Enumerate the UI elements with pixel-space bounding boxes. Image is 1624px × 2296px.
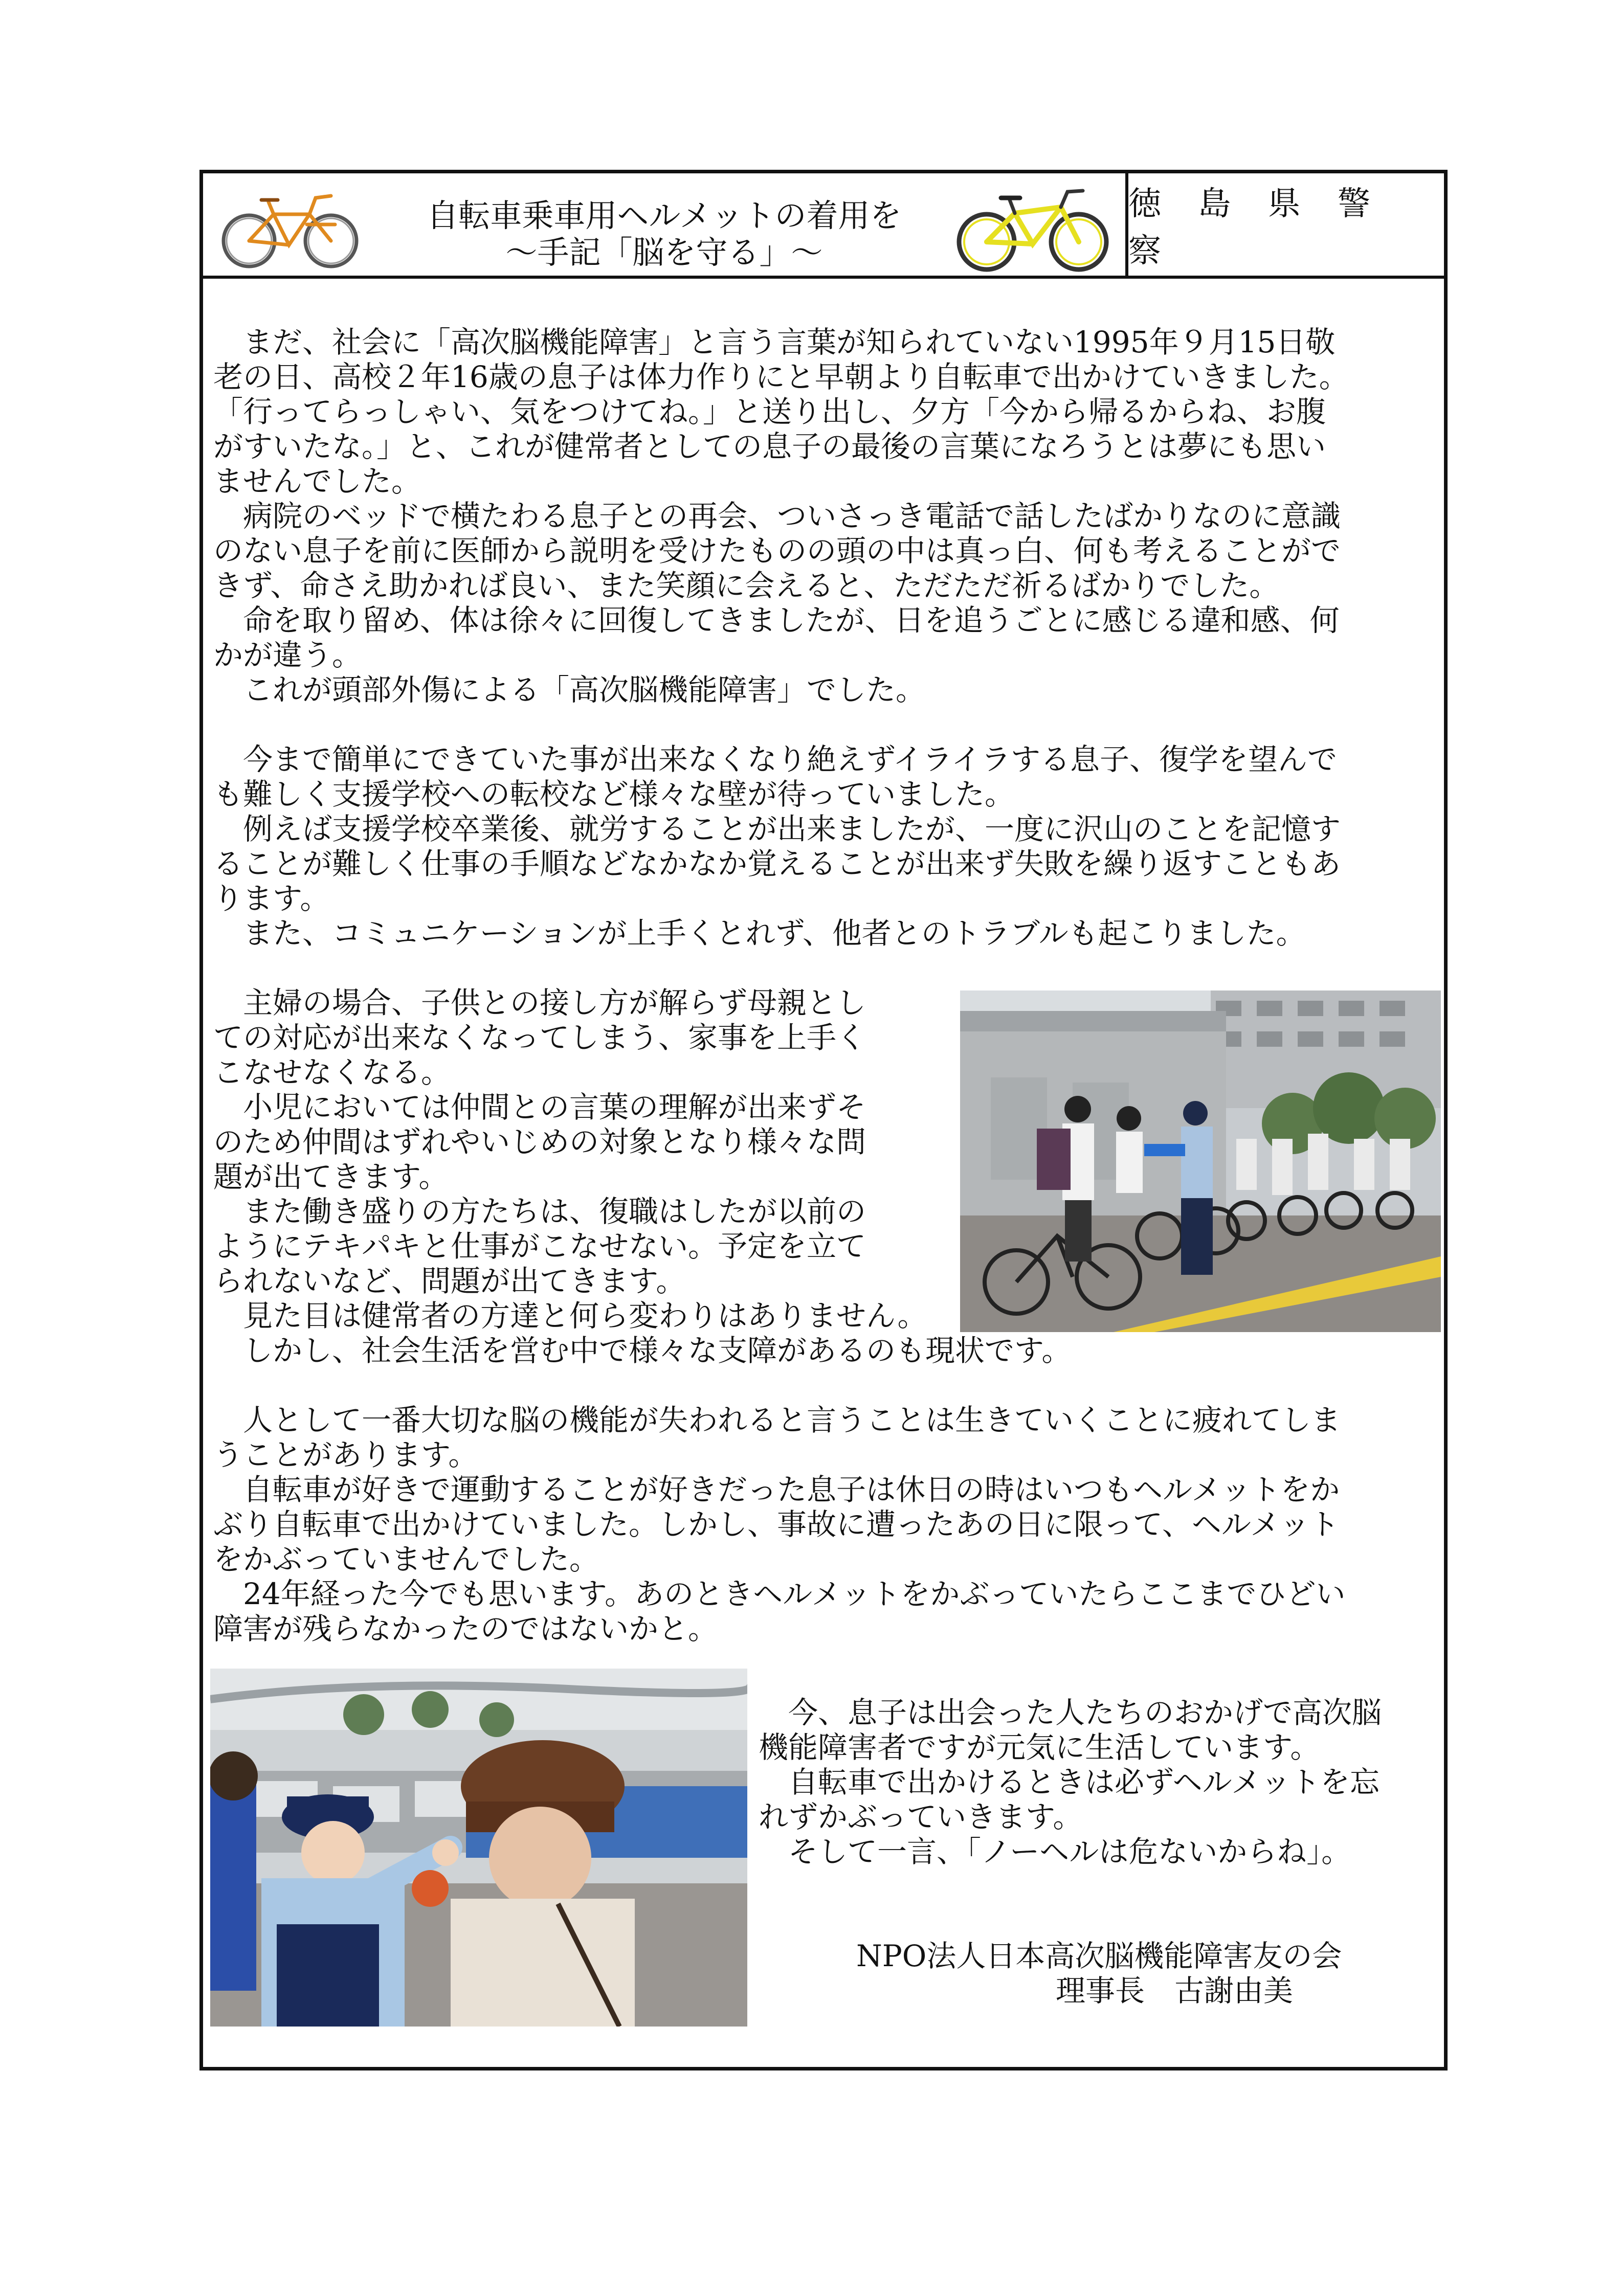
body-line: をかぶっていませんでした。 — [213, 1542, 599, 1577]
title-line-2: ～手記「脳を守る」～ — [505, 234, 823, 271]
body-line: 題が出てきます。 — [213, 1159, 449, 1194]
header — [203, 173, 1444, 279]
body-line: 24年経った今でも思います。あのときヘルメットをかぶっていたらここまでひどい — [213, 1577, 1346, 1611]
body-line: 障害が残らなかったのではないかと。 — [213, 1611, 718, 1646]
body-line: 例えば支援学校卒業後、就労することが出来ましたが、一度に沢山のことを記憶す — [213, 812, 1341, 846]
closing-line: 今、息子は出会った人たちのおかげで高次脳 — [759, 1695, 1382, 1730]
body-line: 主婦の場合、子供との接し方が解らず母親とし — [213, 985, 866, 1020]
body-line: のため仲間はずれやいじめの対象となり様々な問 — [213, 1124, 866, 1159]
bicycle-safety-event-photo — [960, 991, 1441, 1332]
title-line-1: 自転車乗車用ヘルメットの着用を — [427, 197, 902, 234]
article-body — [213, 325, 1441, 1646]
body-line: しかし、社会生活を営む中で様々な支障があるのも現状です。 — [213, 1333, 1072, 1368]
body-line: 人として一番大切な脳の機能が失われると言うことは生きていくことに疲れてしま — [213, 1403, 1341, 1437]
body-line: きず、命さえ助かれば良い、また笑顔に会えると、ただただ祈るばかりでした。 — [213, 568, 1279, 603]
closing-line: そして一言、「ノーヘルは危ないからね」。 — [759, 1834, 1351, 1869]
body-line: 見た目は健常者の方達と何ら変わりはありません。 — [213, 1298, 927, 1333]
body-line: ります。 — [213, 881, 330, 916]
yellow-bicycle-icon — [951, 182, 1117, 274]
police-officer-helmet-photo — [210, 1669, 747, 2027]
body-line: 病院のベッドで横たわる息子との再会、ついさっき電話で話したばかりなのに意識 — [213, 499, 1341, 533]
closing-line: 自転車で出かけるときは必ずヘルメットを忘 — [759, 1765, 1380, 1799]
body-line: 自転車が好きで運動することが好きだった息子は休日の時はいつもヘルメットをか — [213, 1472, 1340, 1507]
body-line: られないなど、問題が出てきます。 — [213, 1264, 686, 1298]
body-line: まだ、社会に「高次脳機能障害」と言う言葉が知られていない1995年９月15日敬 — [213, 325, 1336, 359]
body-line: こなせなくなる。 — [213, 1055, 451, 1090]
body-line — [213, 1368, 1441, 1403]
body-line: 「行ってらっしゃい、気をつけてね。」と送り出し、夕方「今から帰るからね、お腹 — [213, 394, 1326, 429]
body-line — [213, 951, 1441, 985]
body-line: 老の日、高校２年16歳の息子は体力作りにと早朝より自転車で出かけていきました。 — [213, 359, 1349, 394]
signature-person: 理事長 古謝由美 — [1056, 1973, 1294, 2008]
body-line: 命を取り留め、体は徐々に回復してきましたが、日を追うごとに感じる違和感、何 — [213, 603, 1340, 638]
body-line: また、コミュニケーションが上手くとれず、他者とのトラブルも起こりました。 — [213, 916, 1306, 951]
body-line: がすいたな。」と、これが健常者としての息子の最後の言葉になろうとは夢にも思い — [213, 429, 1326, 464]
closing-line: 機能障害者ですが元気に生活しています。 — [759, 1730, 1320, 1765]
body-line: また働き盛りの方たちは、復職はしたが以前の — [213, 1194, 866, 1229]
body-line: ての対応が出来なくなってしまう、家事を上手く — [213, 1020, 866, 1055]
body-line: 今まで簡単にできていた事が出来なくなり絶えずイライラする息子、復学を望んで — [213, 742, 1338, 777]
body-line: ようにテキパキと仕事がこなせない。予定を立て — [213, 1229, 866, 1264]
document-frame — [199, 170, 1448, 2070]
organization-name: 徳 島 県 警 察 — [1128, 185, 1384, 270]
body-line: のない息子を前に医師から説明を受けたものの頭の中は真っ白、何も考えることがで — [213, 533, 1341, 568]
body-line: ぶり自転車で出かけていました。しかし、事故に遭ったあの日に限って、ヘルメット — [213, 1507, 1340, 1542]
body-line: かが違う。 — [213, 638, 362, 672]
body-line: ませんでした。 — [213, 464, 421, 499]
closing-line: れずかぶっていきます。 — [759, 1799, 1083, 1834]
body-line: これが頭部外傷による「高次脳機能障害」でした。 — [213, 672, 926, 707]
body-line: も難しく支援学校への転校など様々な壁が待っていました。 — [213, 777, 1015, 812]
signature-organization: NPO法人日本高次脳機能障害友の会 — [856, 1939, 1342, 1973]
closing-paragraph — [759, 1695, 1444, 1869]
body-line — [213, 707, 1441, 742]
body-line: 小児においては仲間との言葉の理解が出来ずそ — [213, 1090, 866, 1124]
body-line: うことがあります。 — [213, 1437, 478, 1472]
body-line: ることが難しく仕事の手順などなかなか覚えることが出来ず失敗を繰り返すこともあ — [213, 846, 1341, 881]
